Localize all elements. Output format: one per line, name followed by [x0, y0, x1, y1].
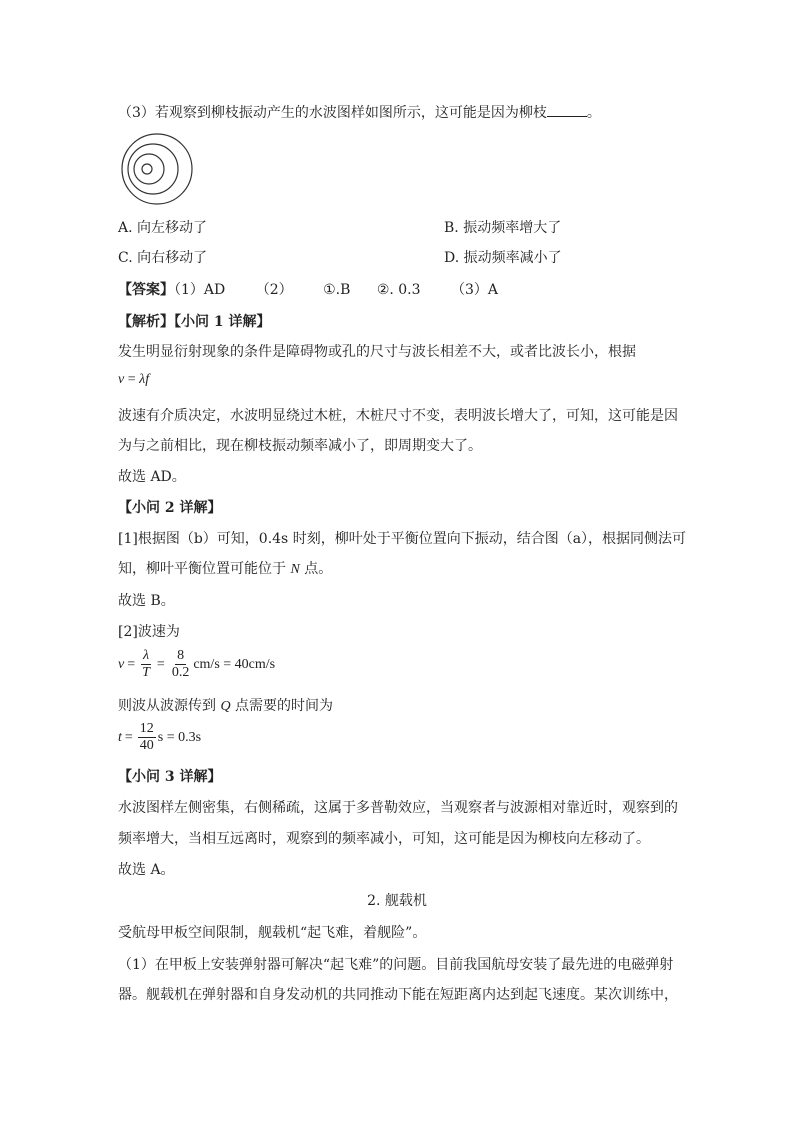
analysis-p1: 发生明显衍射现象的条件是障碍物或孔的尺寸与波长相差不大，或者比波长小，根据	[118, 344, 636, 360]
fraction-lambda-over-t: $\frac{\lambda}{T}$	[142, 648, 150, 680]
choice-2: 故选 B。	[118, 593, 175, 609]
analysis-p6b: 频率增大，当相互远离时，观察到的频率减小，可知，这可能是因为柳枝向左移动了。	[118, 831, 650, 847]
section-2-p1a: （1）在甲板上安装弹射器可解决“起飞难”的问题。目前我国航母安装了最先进的电磁弹射	[118, 957, 674, 973]
analysis-header: 【解析】【小问 1 详解】	[118, 314, 271, 330]
analysis-p4: [2]波速为	[118, 624, 180, 640]
section-2-p1b: 器。舰载机在弹射器和自身发动机的共同推动下能在短距离内达到起飞速度。某次训练中，	[118, 987, 678, 1003]
option-a: A. 向左移动了	[118, 220, 208, 236]
analysis-p3a: [1]根据图（b）可知，0.4s 时刻，柳叶处于平衡位置向下振动，结合图（a），根据同侧法可	[118, 531, 687, 547]
wave-source	[142, 164, 152, 174]
sub3-header: 【小问 3 详解】	[118, 769, 222, 785]
formula-velocity: v = $\frac{\lambda}{T}$ = $\frac{8}{0.2}$ cm/s = 40cm/s	[118, 648, 276, 680]
formula-time: t = $\frac{12}{40}$ s = 0.3s	[118, 721, 202, 753]
analysis-p2a: 波速有介质决定，水波明显绕过木桩，木桩尺寸不变，表明波长增大了，可知，这可能是因	[118, 408, 678, 424]
option-c: C. 向右移动了	[118, 250, 208, 266]
formula-wave-speed: v = λf	[118, 372, 150, 387]
answer-tag: 【答案】	[118, 282, 174, 298]
section-2-intro: 受航母甲板空间限制，舰载机“起飞难，着舰险”。	[118, 925, 427, 941]
q3-stem: （3）若观察到柳枝振动产生的水波图样如图所示，这可能是因为柳枝 。	[118, 105, 601, 121]
analysis-p5: 则波从波源传到 Q 点需要的时间为	[118, 698, 334, 714]
option-d: D. 振动频率减小了	[444, 250, 562, 266]
analysis-p3b: 知，柳叶平衡位置可能位于 N 点。	[118, 561, 333, 577]
water-wave-figure	[120, 132, 194, 206]
wave-ring-inner	[134, 154, 164, 184]
analysis-tag: 【解析】	[118, 314, 174, 330]
choice-1: 故选 AD。	[118, 469, 186, 485]
answer-line: 【答案】（1）AD （2） ①.B ②. 0.3 （3）A	[118, 282, 499, 298]
fraction-12-over-40: $\frac{12}{40}$	[139, 721, 154, 753]
wave-ring-middle	[128, 144, 178, 194]
answer-blank	[547, 104, 587, 117]
sub2-header: 【小问 2 详解】	[118, 500, 222, 516]
choice-3: 故选 A。	[118, 862, 175, 878]
analysis-p2b: 为与之前相比，现在柳枝振动频率减小了，即周期变大了。	[118, 438, 482, 454]
fraction-8-over-0-2: $\frac{8}{0.2}$	[171, 648, 190, 680]
option-b: B. 振动频率增大了	[444, 220, 562, 236]
analysis-p6a: 水波图样左侧密集，右侧稀疏，这属于多普勒效应，当观察者与波源相对靠近时，观察到的	[118, 800, 678, 816]
section-2-title: 2. 舰载机	[367, 893, 427, 909]
